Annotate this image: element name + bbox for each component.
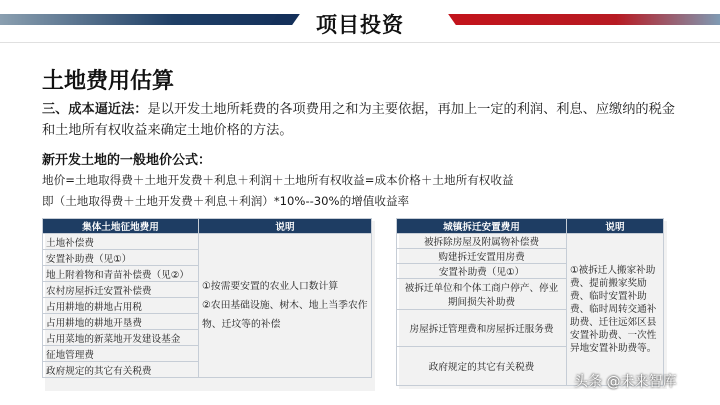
table-row: 政府规定的其它有关税费	[43, 362, 199, 378]
table-row: 占用耕地的耕地开垦费	[43, 314, 199, 330]
formula-heading: 新开发土地的一般地价公式：	[42, 153, 212, 168]
table-row: 安置补助费（见①）	[397, 264, 567, 279]
table-row: 占用菜地的新菜地开发建设基金	[43, 330, 199, 346]
table-row: 购建拆迁安置用房费	[397, 249, 567, 264]
table-left-note-2: ②农田基础设施、树木、地上当季农作物、迁坟等的补偿	[202, 300, 368, 330]
collective-land-fee-table	[42, 218, 372, 378]
method-text: 是以开发土地所耗费的各项费用之和为主要依据，再加上一定的利润、利息、应缴纳的税金和土地所有权收益来确定土地价格的方法。	[42, 102, 675, 138]
formula-line-1: 地价=土地取得费＋土地开发费＋利息＋利润＋土地所有权收益=成本价格＋土地所有权收益	[42, 173, 514, 187]
formula-line-2: 即（土地取得费＋土地开发费＋利息＋利润）*10%--30%的增值收益率	[42, 194, 410, 208]
header-banner	[0, 0, 720, 44]
table-row: 被拆迁单位和个体工商户停产、停业期间损失补助费	[397, 279, 567, 310]
table-row: 地上附着物和青苗补偿费（见②）	[43, 266, 199, 282]
table-row: 安置补助费（见①）	[43, 250, 199, 266]
table-row: 被拆除房屋及附属物补偿费	[397, 234, 567, 249]
table-row: 占用耕地的耕地占用税	[43, 298, 199, 314]
watermark: 头条 @未来智库	[574, 374, 677, 390]
table-left-header-desc: 说明	[199, 219, 372, 234]
table-right-header-item: 城镇拆迁安置费用	[397, 219, 567, 234]
table-left-note-1: ①按需要安置的农业人口数计算	[202, 281, 339, 292]
urban-relocation-fee-table	[396, 218, 664, 386]
table-left-notes	[199, 234, 372, 378]
method-paragraph	[42, 99, 682, 141]
method-label: 三、成本逼近法：	[42, 102, 148, 117]
table-left-header-item: 集体土地征地费用	[43, 219, 199, 234]
table-row: 政府规定的其它有关税费	[397, 347, 567, 386]
table-right-note: ①被拆迁人搬家补助费、提前搬家奖励费、临时安置补助费、临时周转交通补助费、迁往远郊区县安置补助费、一次性异地安置补助费等。	[567, 234, 664, 386]
table-row: 土地补偿费	[43, 234, 199, 250]
header-divider	[0, 42, 720, 43]
header-title: 项目投资	[316, 13, 404, 37]
table-row: 农村房屋拆迁安置补偿费	[43, 282, 199, 298]
table-row: 房屋拆迁管理费和房屋拆迁服务费	[397, 310, 567, 347]
section-title: 土地费用估算	[42, 69, 175, 94]
table-right-header-desc: 说明	[567, 219, 664, 234]
table-row: 征地管理费	[43, 346, 199, 362]
